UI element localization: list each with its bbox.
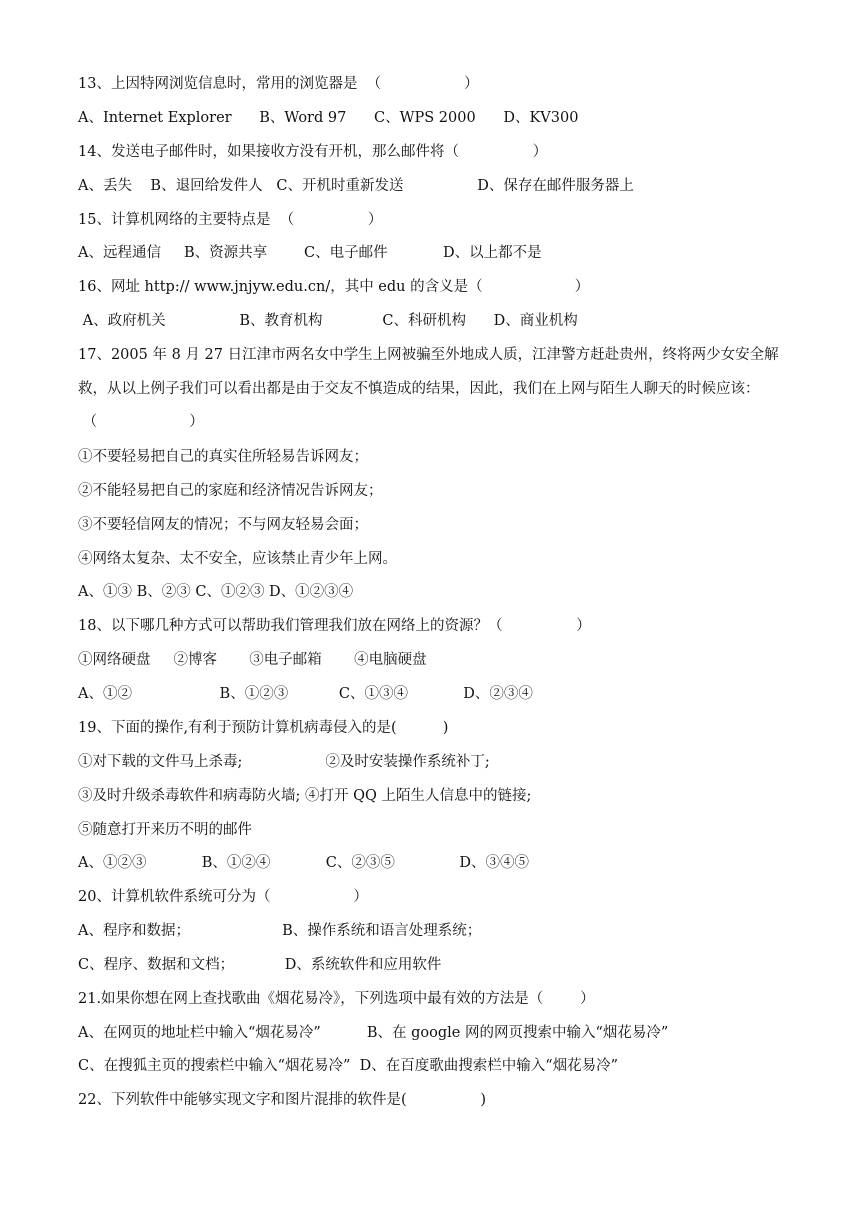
question-21: 21.如果你想在网上查找歌曲《烟花易冷》，下列选项中最有效的方法是（ ） bbox=[78, 991, 595, 1007]
question-17-item-3: ③不要轻信网友的情况；不与网友轻易会面； bbox=[78, 517, 368, 533]
question-20-options-ab: A、程序和数据； B、操作系统和语言处理系统； bbox=[78, 923, 482, 939]
question-14: 14、发送电子邮件时，如果接收方没有开机，那么邮件将（ ） bbox=[78, 144, 548, 160]
question-17-cont: 救，从以上例子我们可以看出都是由于交友不慎造成的结果，因此，我们在上网与陌生人聊天的时候应该： bbox=[78, 381, 760, 397]
question-17-answer-blank: （ ） bbox=[78, 414, 204, 430]
question-19-items-2: ③及时升级杀毒软件和病毒防火墙; ④打开 QQ 上陌生人信息中的链接; bbox=[78, 788, 532, 804]
question-19-items-1: ①对下载的文件马上杀毒; ②及时安装操作系统补丁; bbox=[78, 754, 490, 770]
question-17-options: A、①③ B、②③ C、①②③ D、①②③④ bbox=[78, 584, 354, 600]
question-20: 20、计算机软件系统可分为（ ） bbox=[78, 889, 368, 905]
question-15-options: A、远程通信 B、资源共享 C、电子邮件 D、以上都不是 bbox=[78, 245, 542, 261]
question-17: 17、2005 年 8 月 27 日江津市两名女中学生上网被骗至外地成人质，江津警方赶赴贵州，终将两少女安全解 bbox=[78, 347, 779, 363]
question-14-options: A、丢失 B、退回给发件人 C、开机时重新发送 D、保存在邮件服务器上 bbox=[78, 178, 634, 194]
question-19-items-3: ⑤随意打开来历不明的邮件 bbox=[78, 822, 252, 838]
question-19: 19、下面的操作,有利于预防计算机病毒侵入的是( ) bbox=[78, 720, 449, 736]
question-16-options: A、政府机关 B、教育机构 C、科研机构 D、商业机构 bbox=[78, 313, 578, 329]
question-21-options-ab: A、在网页的地址栏中输入“烟花易冷” B、在 google 网的网页搜索中输入“烟花易冷” bbox=[78, 1025, 669, 1041]
question-17-item-4: ④网络太复杂、太不安全，应该禁止青少年上网。 bbox=[78, 551, 397, 567]
question-13: 13、上因特网浏览信息时，常用的浏览器是 （ ） bbox=[78, 76, 479, 92]
question-22: 22、下列软件中能够实现文字和图片混排的软件是( ) bbox=[78, 1092, 487, 1108]
question-15: 15、计算机网络的主要特点是 （ ） bbox=[78, 212, 383, 228]
question-21-options-cd: C、在搜狐主页的搜索栏中输入“烟花易冷” D、在百度歌曲搜索栏中输入“烟花易冷” bbox=[78, 1058, 619, 1074]
question-19-options: A、①②③ B、①②④ C、②③⑤ D、③④⑤ bbox=[78, 855, 529, 871]
question-13-options: A、Internet Explorer B、Word 97 C、WPS 2000 D、KV300 bbox=[78, 110, 579, 126]
question-18: 18、以下哪几种方式可以帮助我们管理我们放在网络上的资源？（ ） bbox=[78, 618, 591, 634]
question-17-item-2: ②不能轻易把自己的家庭和经济情况告诉网友； bbox=[78, 483, 383, 499]
question-18-options: A、①② B、①②③ C、①③④ D、②③④ bbox=[78, 686, 533, 702]
question-18-items: ①网络硬盘 ②博客 ③电子邮箱 ④电脑硬盘 bbox=[78, 652, 427, 668]
question-20-options-cd: C、程序、数据和文档； D、系统软件和应用软件 bbox=[78, 957, 442, 973]
question-17-item-1: ①不要轻易把自己的真实住所轻易告诉网友； bbox=[78, 449, 368, 465]
question-16: 16、网址 http:// www.jnjyw.edu.cn/，其中 edu 的含义是（ ） bbox=[78, 279, 590, 295]
